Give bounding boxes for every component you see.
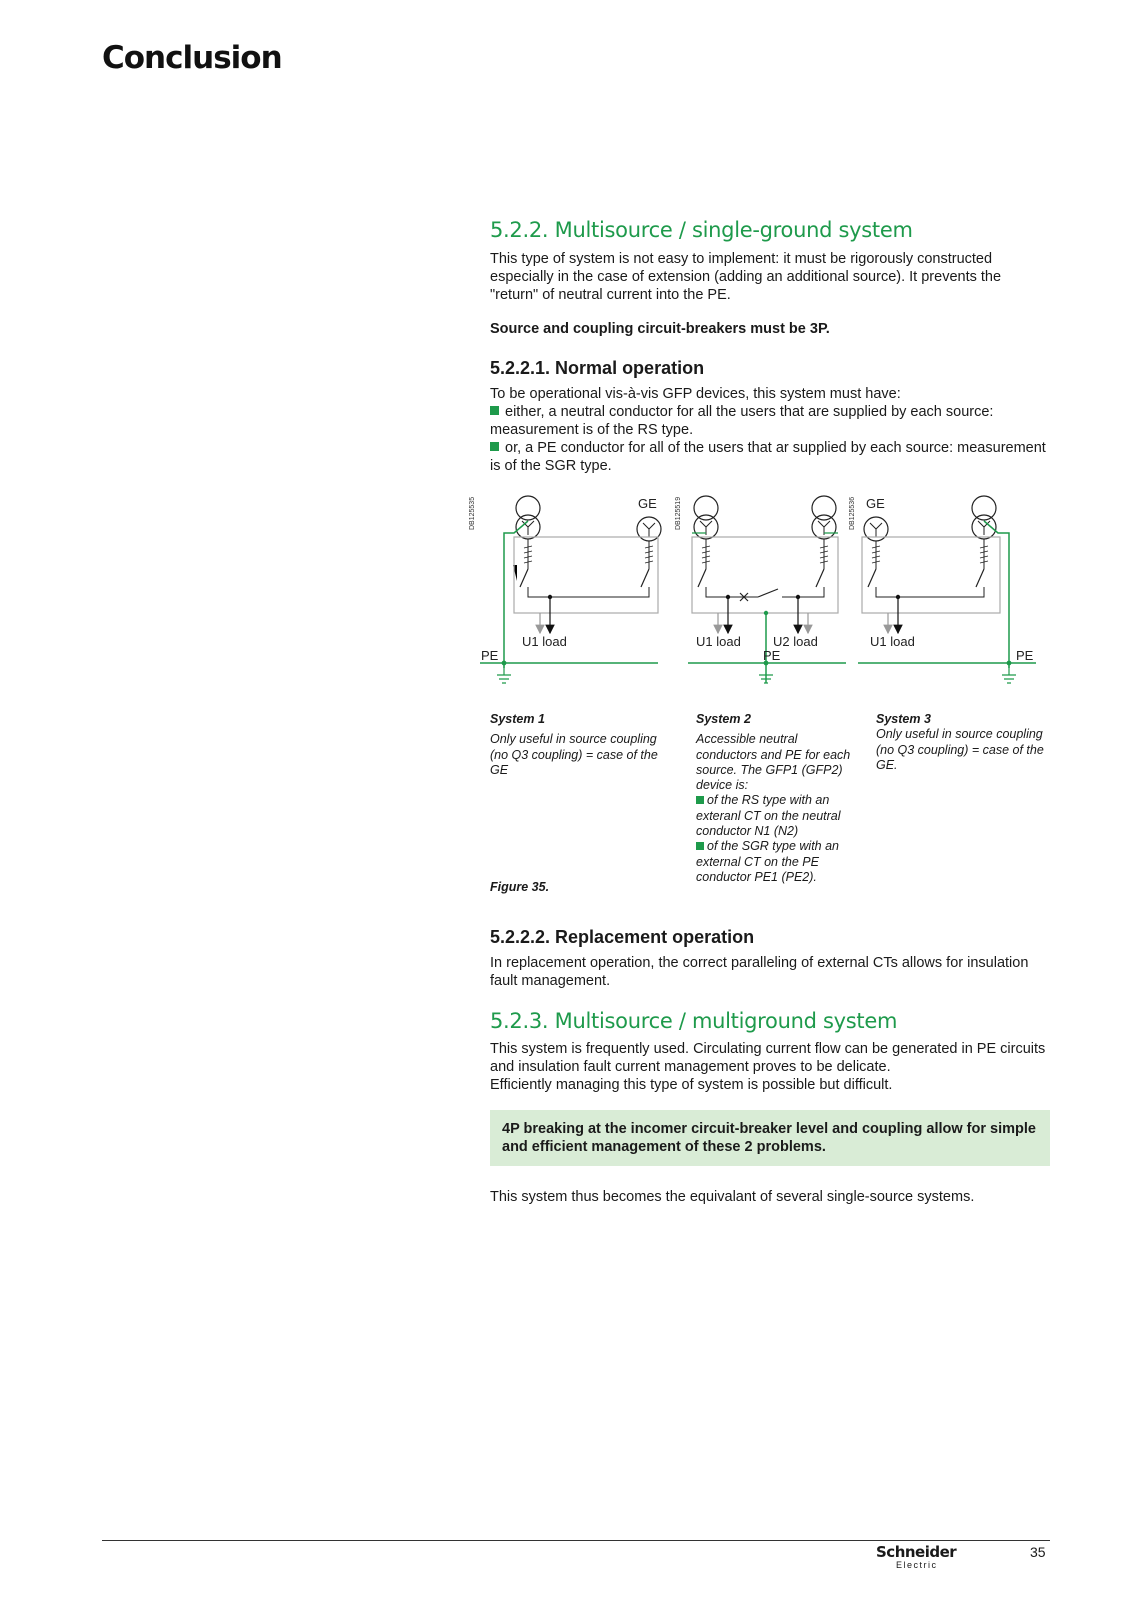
u2-load-label: U2 load [773,634,818,649]
section-523-text: This system is frequently used. Circulating current flow can be generated in PE circuits and insulation fault current management proves to be delicate. [490,1041,1046,1075]
wiring-diagram [469,493,1058,708]
caption-text: Accessible neutral conductors and PE for each source. The GFP1 (GFP2) device is: [696,732,851,793]
transformer-primary-icon [812,496,836,520]
pe-label: PE [763,648,781,663]
figure-label: Figure 35. [490,880,550,894]
caption-system-3 [876,712,1056,773]
caption-text: Only useful in source coupling (no Q3 coupling) = case of the GE [490,732,658,777]
section-5222-text: In replacement operation, the correct paralleling of external CTs allows for insulation fault management. [490,955,1029,989]
diagram-id: DB125519 [675,496,682,530]
section-title-522: 5.2.2. Multisource / single-ground system [490,218,913,242]
caption-bullet: of the RS type with an exteranl CT on the neutral conductor N1 (N2) [696,793,856,839]
system-2-diagram [675,496,846,683]
breaker-icon [698,569,706,587]
section-title-523: 5.2.3. Multisource / multiground system [490,1009,898,1033]
ge-label: GE [638,496,657,511]
page-number: 35 [1030,1544,1046,1560]
caption-title: System 1 [490,712,545,726]
brand-logo [876,1543,966,1579]
pe-label: PE [1016,648,1034,663]
breaker-icon [520,569,528,587]
diagram-id: DB125535 [469,496,476,530]
section-523-closing: This system thus becomes the equivalant of several single-source systems. [490,1189,975,1205]
caption-bullet: of the SGR type with an external CT on the PE conductor PE1 (PE2). [696,839,856,885]
breaker-icon [868,569,876,587]
transformer-primary-icon [694,496,718,520]
page-heading: Conclusion [102,40,282,76]
system-1-diagram [469,496,661,683]
caption-text: Only useful in source coupling (no Q3 coupling) = case of the GE. [876,727,1044,772]
bullet-item: or, a PE conductor for all of the users that ar supplied by each source: measurement is of the SGR type. [490,439,1050,475]
system-3-diagram [849,496,1036,683]
ge-label: GE [866,496,885,511]
footer-divider [102,1540,1050,1541]
breaker-icon [816,569,824,587]
u1-load-label: U1 load [870,634,915,649]
diagram-id: DB125536 [849,496,856,530]
pe-label: PE [481,648,499,663]
breaker-icon [641,569,649,587]
section-523-text: Efficiently managing this type of system is possible but difficult. [490,1077,893,1093]
highlight-box [490,1110,1050,1166]
u1-load-label: U1 load [522,634,567,649]
caption-system-2 [696,712,856,885]
breaker-icon [976,569,984,587]
section-522-note: Source and coupling circuit-breakers must be 3P. [490,321,830,337]
section-522-intro: This type of system is not easy to implement: it must be rigorously constructed especially in the case of extension (adding an additional source). It prevents the "return" of neutral current into the PE. [490,251,1002,303]
section-title-5221: 5.2.2.1. Normal operation [490,358,705,378]
brand-sub: Electric [896,1560,938,1570]
bullet-item: either, a neutral conductor for all the users that are supplied by each source: measurement is of the RS type. [490,403,1050,439]
brand-name: Schneider [876,1543,957,1561]
caption-system-1 [490,712,670,778]
section-title-5222: 5.2.2.2. Replacement operation [490,927,755,947]
transformer-primary-icon [972,496,996,520]
highlight-text: 4P breaking at the incomer circuit-breaker level and coupling allow for simple and efficient management of these 2 problems. [502,1121,1036,1155]
transformer-primary-icon [516,496,540,520]
section-5221-intro: To be operational vis-à-vis GFP devices, this system must have: [490,386,901,402]
caption-title: System 3 [876,712,931,726]
u1-load-label: U1 load [696,634,741,649]
caption-title: System 2 [696,712,751,726]
